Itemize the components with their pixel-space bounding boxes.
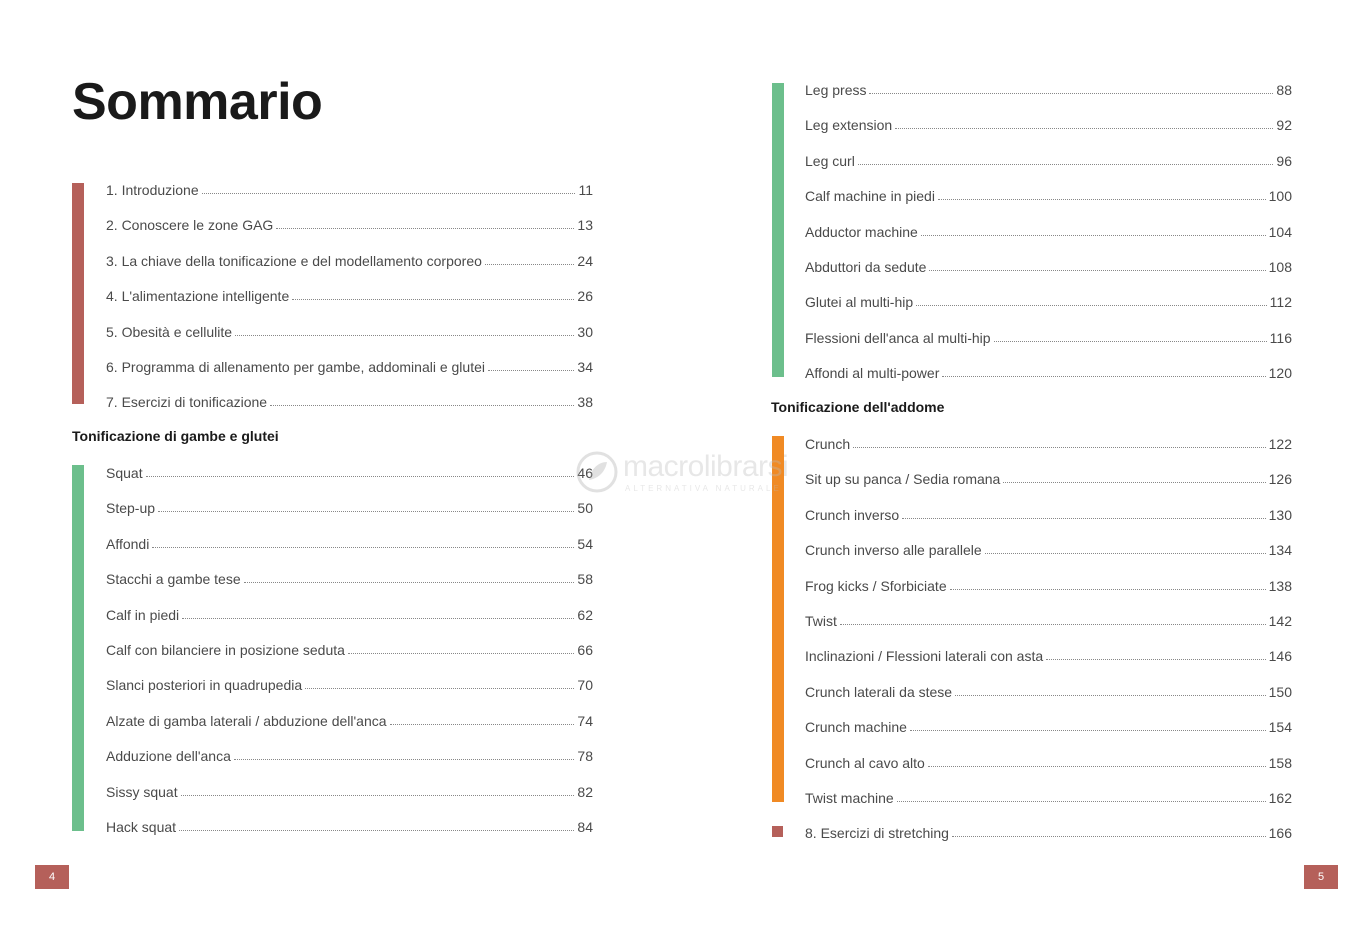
exercise-entry[interactable]: [805, 680, 1292, 700]
toc-entry-page: 120: [1268, 365, 1292, 382]
exercise-entry[interactable]: [106, 461, 593, 481]
page-number-right: 5: [1304, 865, 1338, 889]
toc-entry-label: 2. Conoscere le zone GAG: [106, 217, 274, 234]
toc-entry-page: 130: [1268, 506, 1292, 523]
toc-entry-label: Flessioni dell'anca al multi-hip: [805, 329, 991, 346]
toc-entry-page: 112: [1269, 294, 1292, 311]
dot-leader: [485, 264, 575, 265]
dot-leader: [244, 582, 575, 583]
exercise-entry[interactable]: [106, 673, 593, 693]
dot-leader: [1046, 659, 1266, 660]
legs-cont-color-bar: [772, 83, 784, 377]
dot-leader: [1003, 482, 1265, 483]
toc-entry-page: 100: [1268, 188, 1292, 205]
exercise-entry[interactable]: [805, 184, 1292, 204]
dot-leader: [938, 199, 1266, 200]
toc-entry-label: Adductor machine: [805, 223, 918, 240]
dot-leader: [152, 547, 574, 548]
dot-leader: [950, 589, 1266, 590]
toc-entry-page: 70: [577, 677, 593, 694]
exercise-entry[interactable]: [805, 715, 1292, 735]
exercise-entry[interactable]: [805, 326, 1292, 346]
toc-entry-page: 150: [1268, 683, 1292, 700]
toc-entry-page: 78: [577, 748, 593, 765]
dot-leader: [994, 341, 1267, 342]
toc-entry-label: Glutei al multi-hip: [805, 294, 914, 311]
toc-entry-label: Hack squat: [106, 819, 177, 835]
exercise-entry[interactable]: [805, 113, 1292, 133]
exercise-entry[interactable]: [805, 538, 1292, 558]
chapter-entry[interactable]: [106, 355, 593, 375]
toc-entry-page: 26: [577, 288, 593, 305]
toc-entry-label: Adduzione dell'anca: [106, 748, 231, 765]
toc-entry-label: Inclinazioni / Flessioni laterali con asta: [805, 648, 1044, 665]
dot-leader: [929, 270, 1265, 271]
chapter-entry[interactable]: [106, 284, 593, 304]
exercise-entry[interactable]: [805, 786, 1292, 806]
dot-leader: [928, 766, 1266, 767]
toc-entry-label: Sissy squat: [106, 783, 178, 800]
chapter-entry[interactable]: [106, 320, 593, 340]
toc-entry-label: 5. Obesità e cellulite: [106, 323, 233, 340]
toc-entry-page: 158: [1268, 754, 1292, 771]
toc-entry-label: Leg curl: [805, 152, 855, 169]
toc-entry-page: 162: [1268, 790, 1292, 806]
dot-leader: [921, 235, 1266, 236]
toc-entry-label: Twist machine: [805, 790, 894, 806]
dot-leader: [895, 128, 1273, 129]
toc-entry-page: 134: [1268, 542, 1292, 559]
dot-leader: [955, 695, 1266, 696]
toc-entry-label: Abduttori da sedute: [805, 259, 927, 275]
exercise-entry[interactable]: [106, 638, 593, 658]
toc-entry-label: Frog kicks / Sforbiciate: [805, 577, 947, 594]
toc-entry-page: 84: [577, 819, 593, 835]
dot-leader: [146, 476, 575, 477]
exercise-entry[interactable]: [805, 255, 1292, 275]
chapter-entry[interactable]: [805, 821, 1292, 841]
exercise-entry[interactable]: [106, 567, 593, 587]
dot-leader: [902, 518, 1265, 519]
toc-entry-label: Crunch al cavo alto: [805, 754, 925, 771]
legs-color-bar: [72, 465, 84, 831]
toc-entry-page: 74: [577, 712, 593, 729]
chapter-entry[interactable]: [106, 178, 593, 198]
toc-entry-label: Stacchi a gambe tese: [106, 571, 241, 588]
dot-leader: [942, 376, 1265, 377]
dot-leader: [858, 164, 1274, 165]
toc-entry-page: 108: [1268, 259, 1292, 275]
toc-entry-label: Calf machine in piedi: [805, 188, 935, 205]
dot-leader: [897, 801, 1266, 802]
toc-entry-page: 58: [577, 571, 593, 588]
chapter-entry[interactable]: [106, 249, 593, 269]
exercise-entry[interactable]: [805, 751, 1292, 771]
toc-entry-label: Leg extension: [805, 117, 893, 134]
toc-entry-label: Twist: [805, 613, 837, 629]
stretching-color-mark: [772, 826, 783, 837]
toc-entry-label: Squat: [106, 465, 143, 481]
dot-leader: [488, 370, 574, 371]
toc-entry-page: 126: [1268, 471, 1292, 488]
abs-section-heading: Tonificazione dell'addome: [771, 399, 945, 415]
exercise-entry[interactable]: [106, 815, 593, 835]
toc-entry-page: 138: [1268, 577, 1292, 594]
toc-entry-label: Affondi al multi-power: [805, 365, 940, 382]
toc-entry-page: 38: [577, 394, 593, 411]
exercise-entry[interactable]: [805, 644, 1292, 664]
page-number-left: 4: [35, 865, 69, 889]
toc-entry-page: 166: [1268, 825, 1292, 841]
exercise-entry[interactable]: [805, 149, 1292, 169]
toc-entry-label: Step-up: [106, 500, 156, 517]
exercise-entry[interactable]: [106, 496, 593, 516]
dot-leader: [276, 228, 574, 229]
toc-entry-label: Crunch laterali da stese: [805, 683, 953, 700]
toc-entry-page: 104: [1268, 223, 1292, 240]
toc-entry-label: 3. La chiave della tonificazione e del modellamento corporeo: [106, 252, 482, 269]
toc-entry-page: 116: [1269, 329, 1292, 346]
toc-entry-label: Slanci posteriori in quadrupedia: [106, 677, 303, 694]
toc-entry-label: 1. Introduzione: [106, 182, 199, 198]
dot-leader: [234, 759, 575, 760]
dot-leader: [292, 299, 574, 300]
toc-entry-label: 8. Esercizi di stretching: [805, 825, 949, 841]
exercise-entry[interactable]: [805, 609, 1292, 629]
toc-entry-page: 92: [1276, 117, 1292, 134]
toc-entry-label: Crunch inverso alle parallele: [805, 542, 982, 559]
exercise-entry[interactable]: [805, 467, 1292, 487]
toc-entry-page: 46: [577, 465, 593, 481]
toc-entry-page: 54: [577, 535, 593, 552]
toc-entry-label: Crunch inverso: [805, 506, 900, 523]
exercise-entry[interactable]: [106, 744, 593, 764]
legs-section-heading: Tonificazione di gambe e glutei: [72, 428, 279, 444]
toc-entry-page: 96: [1276, 152, 1292, 169]
dot-leader: [158, 511, 574, 512]
watermark-name: macrolibrarsi: [623, 450, 789, 483]
toc-entry-page: 66: [577, 642, 593, 658]
toc-entry-page: 88: [1276, 82, 1292, 98]
dot-leader: [179, 830, 574, 831]
toc-entry-label: Alzate di gamba laterali / abduzione dell'anca: [106, 712, 387, 729]
toc-entry-label: 4. L'alimentazione intelligente: [106, 288, 290, 305]
toc-entry-page: 62: [577, 606, 593, 623]
dot-leader: [270, 405, 574, 406]
toc-entry-label: 7. Esercizi di tonificazione: [106, 394, 268, 411]
toc-entry-label: Leg press: [805, 82, 867, 98]
dot-leader: [840, 624, 1266, 625]
toc-entry-label: Calf con bilanciere in posizione seduta: [106, 642, 345, 658]
dot-leader: [853, 447, 1266, 448]
watermark: [575, 448, 805, 498]
exercise-entry[interactable]: [106, 532, 593, 552]
exercise-entry[interactable]: [805, 432, 1292, 452]
toc-entry-page: 11: [578, 182, 593, 198]
toc-entry-page: 13: [577, 217, 593, 234]
dot-leader: [181, 795, 575, 796]
exercise-entry[interactable]: [805, 574, 1292, 594]
chapters-color-bar: [72, 183, 84, 404]
dot-leader: [182, 618, 574, 619]
exercise-entry[interactable]: [805, 220, 1292, 240]
exercise-entry[interactable]: [106, 603, 593, 623]
page-title: Sommario: [72, 73, 323, 131]
toc-entry-page: 34: [577, 359, 593, 375]
toc-entry-page: 146: [1268, 648, 1292, 665]
exercise-entry[interactable]: [805, 78, 1292, 98]
dot-leader: [910, 730, 1266, 731]
toc-entry-label: Sit up su panca / Sedia romana: [805, 471, 1001, 488]
dot-leader: [390, 724, 575, 725]
dot-leader: [202, 193, 576, 194]
dot-leader: [985, 553, 1266, 554]
abs-color-bar: [772, 436, 784, 802]
exercise-entry[interactable]: [106, 709, 593, 729]
toc-entry-page: 30: [577, 323, 593, 340]
chapter-entry[interactable]: [106, 213, 593, 233]
toc-entry-label: Affondi: [106, 535, 150, 552]
exercise-entry[interactable]: [805, 361, 1292, 381]
dot-leader: [916, 305, 1267, 306]
watermark-tagline: ALTERNATIVA NATURALE: [625, 484, 782, 493]
toc-entry-page: 142: [1268, 613, 1292, 629]
dot-leader: [952, 836, 1266, 837]
chapter-entry[interactable]: [106, 390, 593, 410]
toc-entry-page: 24: [577, 252, 593, 269]
exercise-entry[interactable]: [805, 290, 1292, 310]
toc-entry-page: 50: [577, 500, 593, 517]
dot-leader: [348, 653, 574, 654]
toc-entry-label: Calf in piedi: [106, 606, 180, 623]
dot-leader: [235, 335, 574, 336]
exercise-entry[interactable]: [106, 780, 593, 800]
toc-entry-label: Crunch machine: [805, 719, 907, 736]
exercise-entry[interactable]: [805, 503, 1292, 523]
toc-entry-label: Crunch: [805, 436, 851, 452]
toc-entry-label: 6. Programma di allenamento per gambe, addominali e glutei: [106, 359, 485, 375]
toc-entry-page: 82: [577, 783, 593, 800]
toc-entry-page: 122: [1268, 436, 1292, 452]
dot-leader: [869, 93, 1273, 94]
toc-entry-page: 154: [1268, 719, 1292, 736]
dot-leader: [305, 688, 574, 689]
